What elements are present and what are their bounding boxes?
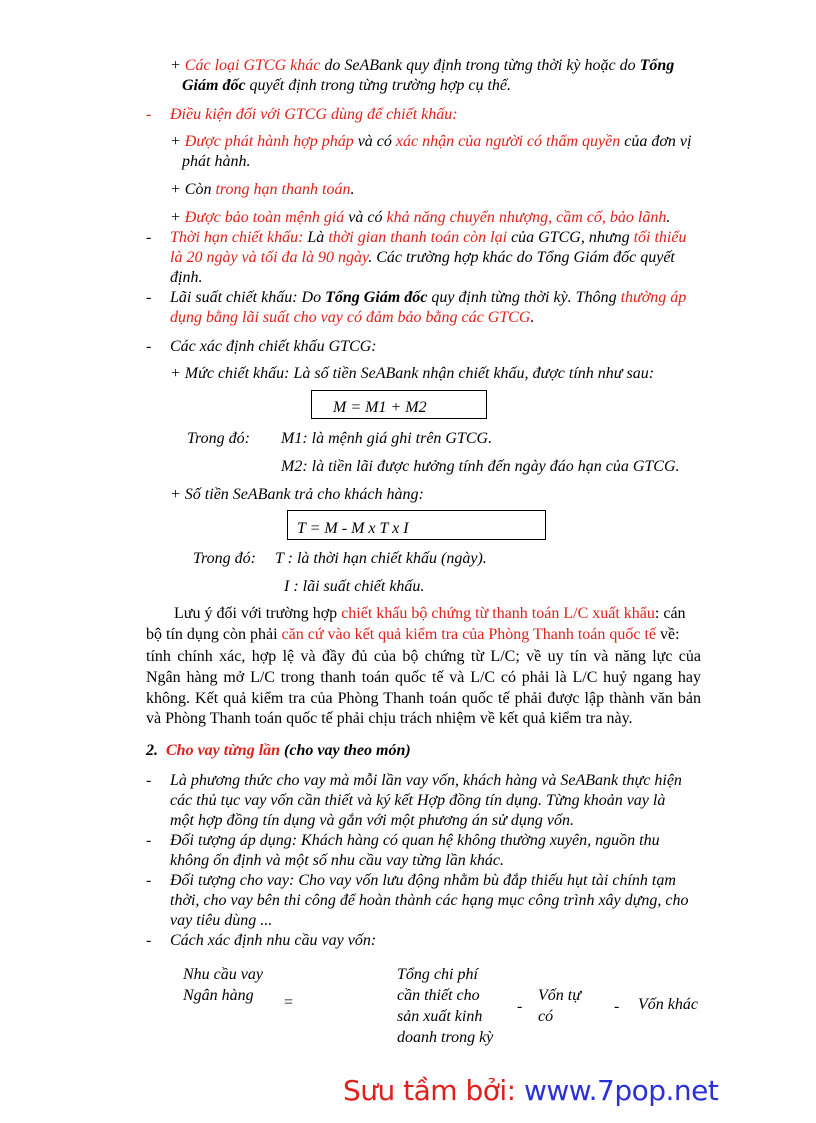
formula-cell-other: Vốn khác — [638, 996, 698, 1013]
text-span-bold: Tổng — [639, 57, 675, 74]
text-span: . — [350, 181, 355, 198]
text-span-red: Được phát hành hợp pháp — [184, 133, 354, 150]
bullet-dash: - — [146, 289, 152, 306]
text-span: Là — [303, 229, 329, 246]
formula-cell-own-a: Vốn tự — [538, 987, 581, 1004]
text-line: Các xác định chiết khấu GTCG: — [170, 338, 377, 355]
text-span-red: trong hạn thanh toán — [215, 181, 351, 198]
text-span: và có — [353, 133, 396, 150]
text-line — [170, 288, 686, 308]
paragraph-line: và Phòng Thanh toán quốc tế phải chịu trách nhiệm về kết quả kiểm tra này. — [146, 710, 633, 727]
footer-label: Sưu tầm bởi: — [343, 1074, 524, 1107]
formula-cell-need-a: Nhu cầu vay — [183, 966, 263, 983]
text-line — [170, 56, 674, 76]
text-span-red: xác nhận của người có thẩm quyền — [395, 133, 621, 150]
paragraph-line: Ngân hàng mở L/C trong thanh toán quốc tế và L/C có phải là L/C huỷ ngang hay — [146, 669, 701, 686]
text-span: . — [666, 209, 671, 226]
text-span-red: khả năng chuyển nhượng, cầm cố, bảo lãnh — [386, 209, 667, 226]
formula-cell-need-b: Ngân hàng — [183, 987, 254, 1004]
text-span: và có — [344, 209, 387, 226]
paragraph-line: tính chính xác, hợp lệ và đầy đủ của bộ chứng từ L/C; về uy tín và năng lực của — [146, 648, 701, 665]
bullet-dash: - — [146, 229, 152, 246]
heading-title-red: Cho vay từng lần — [166, 742, 281, 759]
text-span: bộ tín dụng còn phải — [146, 626, 282, 643]
text-span-red: tối thiểu — [633, 229, 687, 246]
text-line — [182, 76, 511, 96]
formula-cell-cost-c: sản xuất kinh — [397, 1008, 483, 1025]
text-line — [170, 248, 675, 268]
text-line — [170, 308, 534, 328]
text-span-red: là 20 ngày và tối đa là 90 ngày — [170, 249, 369, 266]
text-span: quy định từng thời kỳ. Thông — [427, 289, 621, 306]
text-line: phát hành. — [182, 153, 251, 170]
text-span-bold: Giám đốc — [182, 77, 246, 94]
text-span-red: Được bảo toàn mệnh giá — [184, 209, 345, 226]
paragraph-line — [174, 604, 686, 624]
paragraph-line: không. Kết quả kiểm tra của Phòng Thanh toán quốc tế phải được lập thành văn bản — [146, 690, 701, 707]
text-line: định. — [170, 269, 203, 286]
formula-cell-own-b: có — [538, 1008, 554, 1025]
text-line: + Số tiền SeABank trả cho khách hàng: — [170, 486, 424, 503]
text-span: của GTCG, nhưng — [507, 229, 634, 246]
text-line: Trong đó: — [193, 550, 256, 567]
text-span-red: thường áp — [620, 289, 687, 306]
text-span: + — [170, 57, 185, 74]
text-span-red: Thời hạn chiết khấu: — [170, 229, 304, 246]
text-span: của đơn vị — [620, 133, 692, 150]
text-span-red: Các loại GTCG khác — [184, 57, 321, 74]
bullet-dash: - — [146, 772, 152, 789]
formula-minus: - — [614, 998, 620, 1015]
text-line: I : lãi suất chiết khấu. — [284, 578, 425, 595]
text-line: Cách xác định nhu cầu vay vốn: — [170, 932, 377, 949]
text-span-bold: Tổng Giám đốc — [325, 289, 428, 306]
footer-credit — [343, 1074, 718, 1107]
formula-cell-cost-d: doanh trong kỳ — [397, 1029, 494, 1046]
formula-cell-cost-b: cần thiết cho — [397, 987, 480, 1004]
text-span: Lãi suất chiết khấu: Do — [170, 289, 326, 306]
text-line: Là phương thức cho vay mà mỗi lần vay vốn, khách hàng và SeABank thực hiện — [170, 772, 682, 789]
text-span: do SeABank quy định trong từng thời kỳ hoặc do — [320, 57, 640, 74]
text-line: M1: là mệnh giá ghi trên GTCG. — [281, 430, 493, 447]
text-span: . — [530, 309, 535, 326]
text-span-red: thời gian thanh toán còn lại — [328, 229, 508, 246]
bullet-dash: - — [146, 932, 152, 949]
text-line — [170, 228, 686, 248]
text-span-red: dụng bằng lãi suất cho vay có đảm bảo bằng các GTCG — [170, 309, 531, 326]
text-line: Đối tượng cho vay: Cho vay vốn lưu động nhằm bù đắp thiếu hụt tài chính tạm — [170, 872, 676, 889]
bullet-dash: - — [146, 832, 152, 849]
formula-equals: = — [284, 994, 294, 1011]
text-line: một hợp đồng tín dụng và gắn với một phương án sử dụng vốn. — [170, 812, 574, 829]
text-line: vay tiêu dùng ... — [170, 912, 273, 929]
formula-cell-cost-a: Tổng chi phí — [397, 966, 478, 983]
text-span: . Các trường hợp khác do Tổng Giám đốc quyết — [368, 249, 675, 266]
paragraph-line — [146, 625, 680, 645]
formula-text: M = M1 + M2 — [333, 399, 427, 416]
formula-text: T = M - M x T x I — [297, 520, 409, 537]
text-line: + Mức chiết khấu: Là số tiền SeABank nhận chiết khấu, được tính như sau: — [170, 365, 655, 382]
text-line — [170, 208, 670, 228]
bullet-dash: - — [146, 106, 152, 123]
text-line: Điều kiện đối với GTCG dùng để chiết khấu: — [170, 106, 458, 123]
bullet-dash: - — [146, 872, 152, 889]
text-line: Trong đó: — [187, 430, 250, 447]
text-span-red: chiết khấu bộ chứng từ thanh toán L/C xuất khẩu — [341, 605, 655, 622]
text-line: thời, cho vay bên thi công để hoàn thành các hạng mục công trình xây dựng, cho — [170, 892, 689, 909]
text-line — [170, 180, 354, 200]
text-span-red: căn cứ vào kết quả kiểm tra của Phòng Thanh toán quốc tế — [281, 626, 657, 643]
formula-minus: - — [517, 998, 523, 1015]
text-line: M2: là tiền lãi được hưởng tính đến ngày đáo hạn của GTCG. — [281, 458, 680, 475]
heading-subtitle: (cho vay theo món) — [280, 742, 411, 759]
text-line: Đối tượng áp dụng: Khách hàng có quan hệ không thường xuyên, nguồn thu — [170, 832, 660, 849]
text-line: các thủ tục vay vốn cần thiết và ký kết Hợp đồng tín dụng. Từng khoản vay là — [170, 792, 666, 809]
text-span: về: — [656, 626, 680, 643]
text-span: + Còn — [170, 181, 216, 198]
text-span: : cán — [654, 605, 686, 622]
text-line — [170, 132, 691, 152]
section-heading — [146, 741, 411, 761]
text-span: Lưu ý đối với trường hợp — [174, 605, 342, 622]
bullet-dash: - — [146, 338, 152, 355]
text-span: quyết định trong từng trường hợp cụ thể. — [245, 77, 512, 94]
text-line: không ổn định và một số nhu cầu vay từng lần khác. — [170, 852, 504, 869]
text-span: + — [170, 209, 185, 226]
text-span: + — [170, 133, 185, 150]
heading-number: 2. — [146, 742, 158, 759]
text-line: T : là thời hạn chiết khấu (ngày). — [275, 550, 487, 567]
footer-url[interactable]: www.7pop.net — [524, 1074, 719, 1107]
